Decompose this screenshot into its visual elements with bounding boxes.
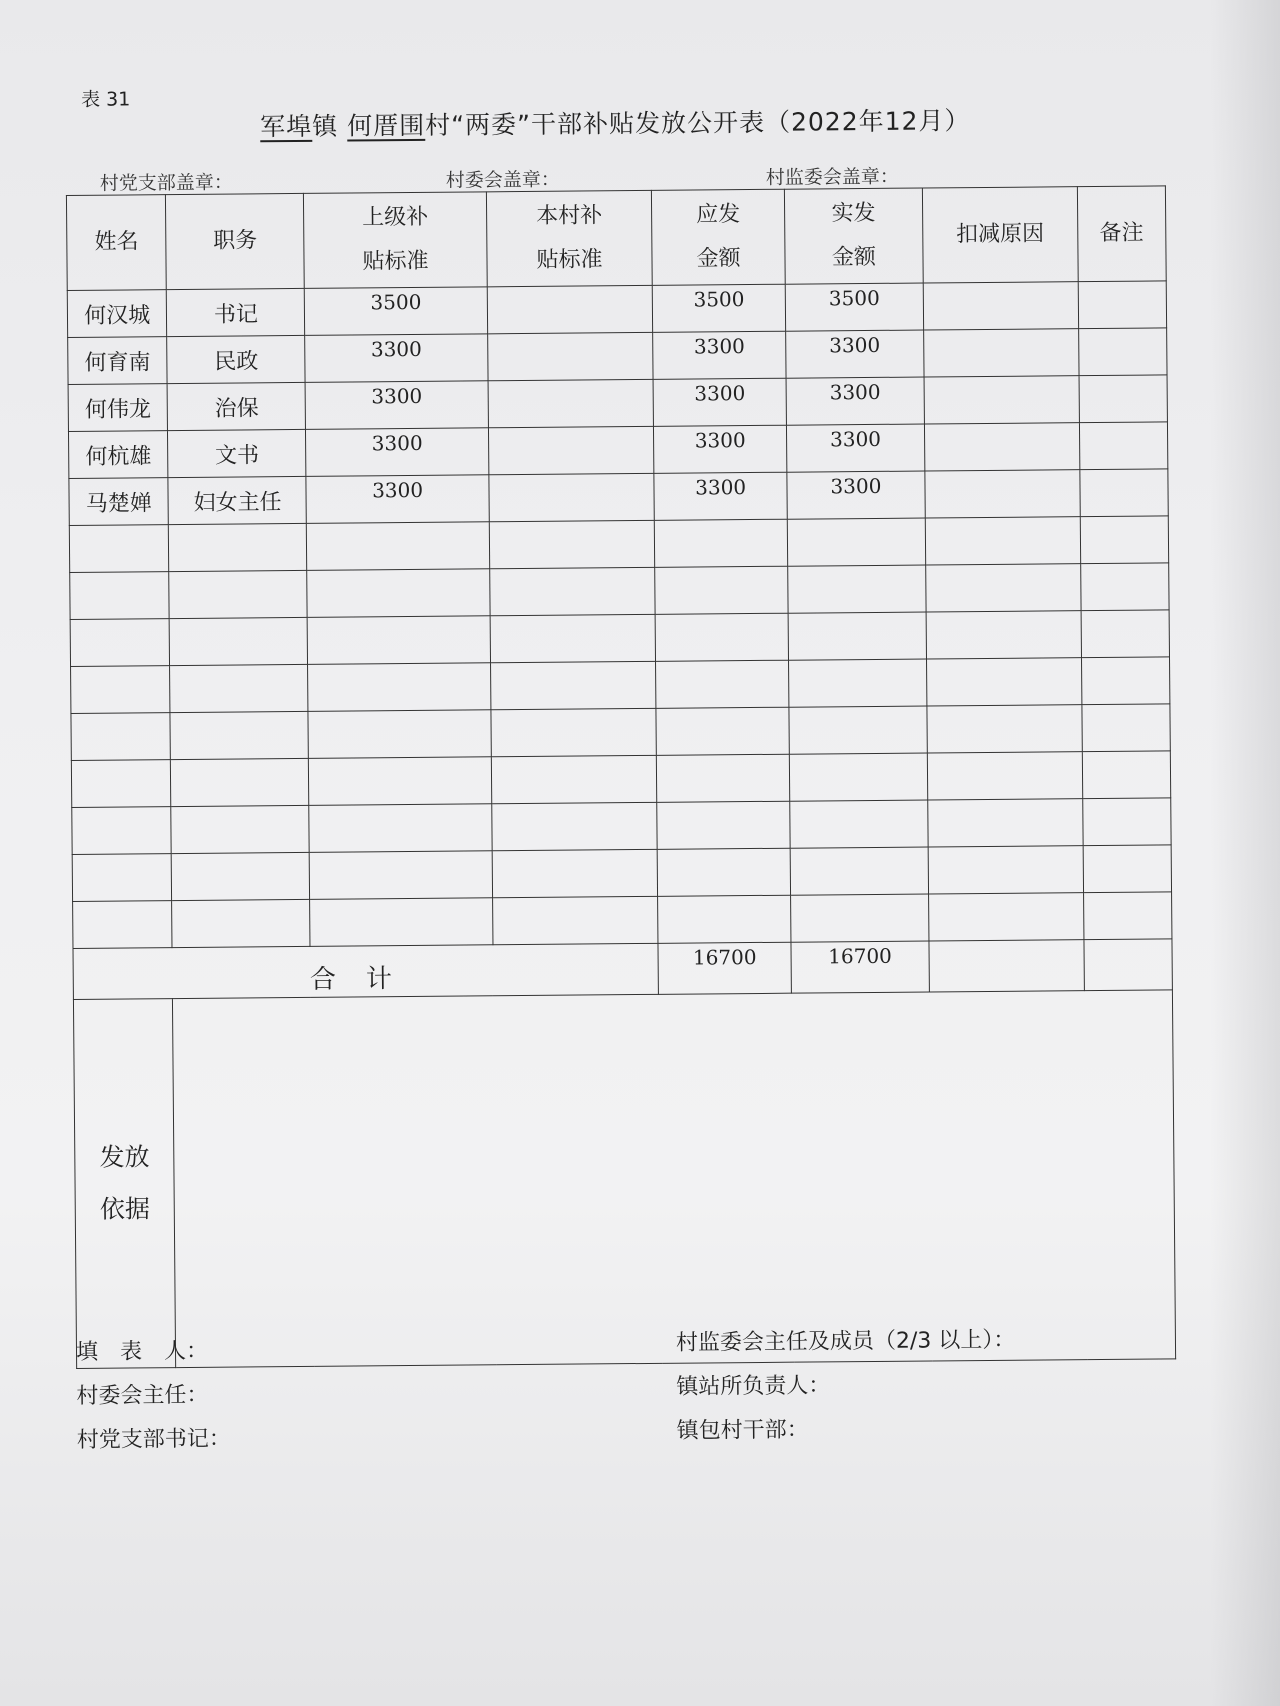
cell-position — [170, 664, 308, 712]
cell-payable — [658, 848, 791, 896]
cell-upper-standard — [308, 616, 491, 665]
cell-actual — [790, 800, 928, 848]
cell-payable: 3300 — [654, 472, 787, 520]
cell-village-standard — [488, 426, 654, 474]
cell-name: 何杭雄 — [68, 431, 168, 479]
cell-actual — [789, 753, 927, 801]
cell-deduction-reason — [926, 564, 1081, 612]
cell-name — [72, 854, 172, 902]
cell-upper-standard — [310, 851, 493, 900]
cell-name: 何育南 — [68, 337, 168, 385]
cell-actual: 3300 — [786, 424, 924, 472]
cell-name: 马楚婵 — [69, 478, 169, 526]
cell-village-standard — [489, 567, 655, 615]
title-town: 军埠 — [260, 111, 313, 142]
cell-upper-standard: 3300 — [306, 428, 489, 477]
footer-party-secretary: 村党支部书记： — [76, 1426, 231, 1453]
cell-upper-standard: 3300 — [306, 381, 489, 430]
cell-deduction-reason — [925, 470, 1080, 518]
header-actual: 实发 金额 — [784, 188, 923, 284]
cell-deduction-reason — [929, 893, 1084, 941]
footer-town-cadre: 镇包村干部： — [676, 1417, 809, 1444]
cell-position: 妇女主任 — [168, 476, 306, 524]
cell-village-standard — [492, 849, 658, 897]
cell-position — [169, 523, 307, 571]
cell-upper-standard: 3300 — [306, 475, 489, 524]
basis-row — [73, 990, 1175, 1369]
cell-deduction-reason — [928, 846, 1083, 894]
cell-name — [70, 619, 170, 667]
cell-name — [73, 901, 173, 949]
cell-village-standard — [490, 614, 656, 662]
cell-payable — [656, 660, 789, 708]
cell-village-standard — [491, 755, 657, 803]
title-rest: 村“两委”干部补贴发放公开表（2022年12月） — [425, 106, 971, 140]
cell-actual: 3300 — [786, 330, 924, 378]
cell-actual — [788, 659, 926, 707]
total-actual: 16700 — [791, 941, 930, 993]
cell-name — [72, 807, 172, 855]
cell-name: 何伟龙 — [68, 384, 168, 432]
cell-actual: 3500 — [785, 283, 923, 331]
cell-position — [170, 711, 308, 759]
cell-position: 文书 — [168, 429, 306, 477]
cell-deduction-reason — [925, 517, 1080, 565]
cell-deduction-reason — [927, 752, 1082, 800]
cell-actual — [790, 894, 928, 942]
cell-actual — [788, 565, 926, 613]
cell-upper-standard — [309, 757, 492, 806]
total-payable: 16700 — [658, 942, 791, 994]
cell-remarks — [1078, 281, 1167, 329]
cell-actual: 3300 — [786, 377, 924, 425]
cell-deduction-reason — [928, 799, 1083, 847]
cell-village-standard — [491, 802, 657, 850]
cell-remarks — [1080, 516, 1169, 564]
cell-actual — [788, 612, 926, 660]
cell-deduction-reason — [923, 282, 1078, 330]
cell-payable — [655, 613, 788, 661]
cell-remarks — [1079, 422, 1168, 470]
basis-content — [173, 990, 1176, 1368]
cell-village-standard — [492, 896, 658, 944]
cell-remarks — [1078, 328, 1167, 376]
header-payable: 应发 金额 — [652, 189, 785, 285]
cell-payable: 3300 — [653, 331, 786, 379]
header-deduction-reason: 扣减原因 — [922, 187, 1077, 283]
table-header-row — [66, 186, 1166, 291]
cell-name — [71, 760, 171, 808]
cell-position: 民政 — [167, 335, 305, 383]
subsidy-table — [66, 185, 1176, 1369]
cell-remarks — [1079, 469, 1168, 517]
cell-name — [71, 666, 171, 714]
seal-party-branch: 村党支部盖章： — [99, 171, 233, 195]
cell-name — [69, 525, 169, 573]
cell-position: 书记 — [167, 288, 305, 336]
cell-position — [172, 852, 310, 900]
header-upper-standard: 上级补 贴标准 — [304, 192, 487, 289]
cell-remarks — [1081, 610, 1170, 658]
cell-village-standard — [489, 520, 655, 568]
form-number: 表 31 — [80, 88, 131, 111]
basis-label: 发放 依据 — [73, 999, 176, 1369]
cell-remarks — [1081, 657, 1170, 705]
cell-position — [171, 758, 309, 806]
cell-payable — [657, 801, 790, 849]
page-title — [35, 99, 1195, 145]
cell-deduction-reason — [924, 376, 1079, 424]
footer-filler: 填 表 人： — [75, 1338, 209, 1365]
cell-village-standard — [487, 285, 653, 333]
cell-actual — [787, 518, 925, 566]
cell-actual: 3300 — [787, 471, 925, 519]
footer-town-station-head: 镇站所负责人： — [676, 1373, 831, 1400]
cell-position — [171, 805, 309, 853]
cell-upper-standard — [307, 522, 490, 571]
cell-village-standard — [491, 708, 657, 756]
footer-supervision-members: 村监委会主任及成员（2/3 以上）： — [675, 1327, 1016, 1356]
cell-payable — [658, 895, 791, 943]
cell-position — [169, 570, 307, 618]
cell-actual — [790, 847, 928, 895]
cell-remarks — [1083, 892, 1172, 940]
title-town-suffix: 镇 — [312, 111, 339, 141]
cell-payable — [655, 519, 788, 567]
cell-position — [172, 899, 310, 947]
cell-upper-standard — [309, 804, 492, 853]
title-village: 何厝围 — [347, 110, 426, 141]
header-name: 姓名 — [66, 195, 166, 291]
cell-deduction-reason — [926, 658, 1081, 706]
header-position: 职务 — [166, 193, 305, 289]
total-remarks — [1084, 939, 1173, 991]
cell-upper-standard: 3500 — [305, 287, 488, 336]
header-village-standard: 本村补 贴标准 — [486, 190, 652, 286]
cell-village-standard — [490, 661, 656, 709]
cell-remarks — [1079, 375, 1168, 423]
seal-village-committee: 村委会盖章： — [445, 168, 560, 192]
cell-village-standard — [488, 379, 654, 427]
cell-upper-standard — [308, 663, 491, 712]
cell-upper-standard — [307, 569, 490, 618]
cell-deduction-reason — [924, 329, 1079, 377]
cell-upper-standard: 3300 — [305, 334, 488, 383]
cell-payable: 3500 — [653, 284, 786, 332]
seal-supervision-committee: 村监委会盖章： — [765, 165, 899, 189]
footer-committee-director: 村委会主任： — [76, 1382, 209, 1409]
cell-deduction-reason — [926, 611, 1081, 659]
cell-actual — [789, 706, 927, 754]
cell-payable — [655, 566, 788, 614]
cell-upper-standard — [308, 710, 491, 759]
cell-deduction-reason — [924, 423, 1079, 471]
cell-remarks — [1082, 751, 1171, 799]
total-deduction — [929, 940, 1084, 992]
cell-village-standard — [489, 473, 655, 521]
cell-remarks — [1082, 798, 1171, 846]
cell-position — [170, 617, 308, 665]
cell-village-standard — [487, 332, 653, 380]
cell-position: 治保 — [167, 382, 305, 430]
cell-remarks — [1080, 563, 1169, 611]
cell-payable — [656, 707, 789, 755]
header-remarks: 备注 — [1077, 186, 1166, 282]
cell-payable — [657, 754, 790, 802]
document-sheet — [35, 55, 1249, 1625]
total-label-cell: 合计 — [73, 943, 659, 999]
cell-name: 何汉城 — [67, 290, 167, 338]
cell-name — [71, 713, 171, 761]
cell-payable: 3300 — [653, 378, 786, 426]
cell-payable: 3300 — [654, 425, 787, 473]
cell-name — [70, 572, 170, 620]
cell-remarks — [1083, 845, 1172, 893]
cell-upper-standard — [310, 898, 493, 947]
cell-deduction-reason — [927, 705, 1082, 753]
cell-remarks — [1082, 704, 1171, 752]
